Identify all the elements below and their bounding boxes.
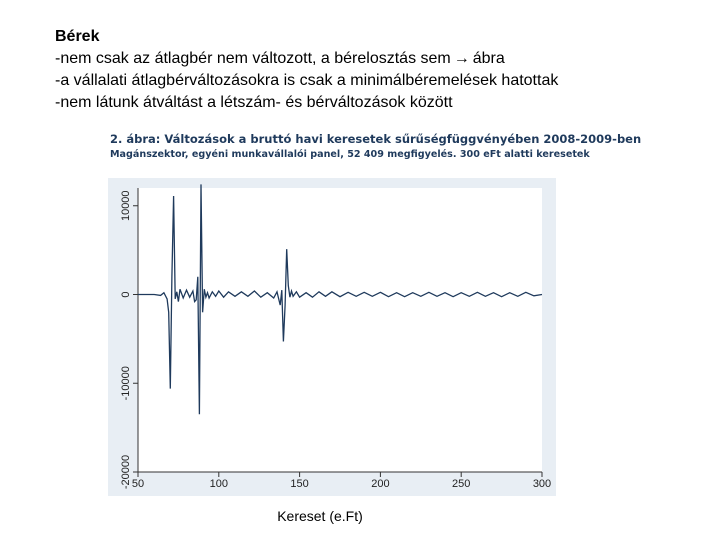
slide-text (55, 26, 695, 114)
x-tick-label: 50 (131, 478, 145, 490)
bullet-line-2: -a vállalati átlagbérváltozásokra is csak a minimálbéremelések hatottak (55, 72, 559, 89)
x-tick-label: 100 (209, 478, 228, 490)
x-tick-label: 250 (452, 478, 471, 490)
x-tick-label: 150 (290, 478, 309, 490)
y-tick-label: -20000 (120, 454, 132, 490)
right-arrow-icon: → (453, 50, 470, 67)
x-axis-label: Kereset (e.Ft) (277, 508, 363, 524)
bullet-1-suffix: ábra (472, 50, 505, 67)
figure-title: 2. ábra: Változások a bruttó havi keresetek sűrűségfüggvényében 2008-2009-ben (110, 132, 642, 146)
x-tick-label: 200 (371, 478, 390, 490)
x-tick-label: 300 (532, 478, 552, 490)
bullet-1-text: -nem csak az átlagbér nem változott, a bérelosztás sem (55, 50, 451, 67)
bullet-line-1 (55, 48, 695, 70)
density-change-chart (108, 178, 556, 496)
y-tick-label: -10000 (120, 366, 132, 401)
y-tick-label: 10000 (120, 190, 132, 222)
figure-title-block (110, 131, 642, 162)
figure-subtitle: Magánszektor, egyéni munkavállalói panel, 52 409 megfigyelés. 300 eFt alatti keresetek (110, 149, 590, 160)
bullet-line-3: -nem látunk átváltást a létszám- és bérváltozások között (55, 94, 453, 111)
y-tick-label: 0 (120, 291, 132, 298)
slide-title: Bérek (55, 28, 100, 45)
